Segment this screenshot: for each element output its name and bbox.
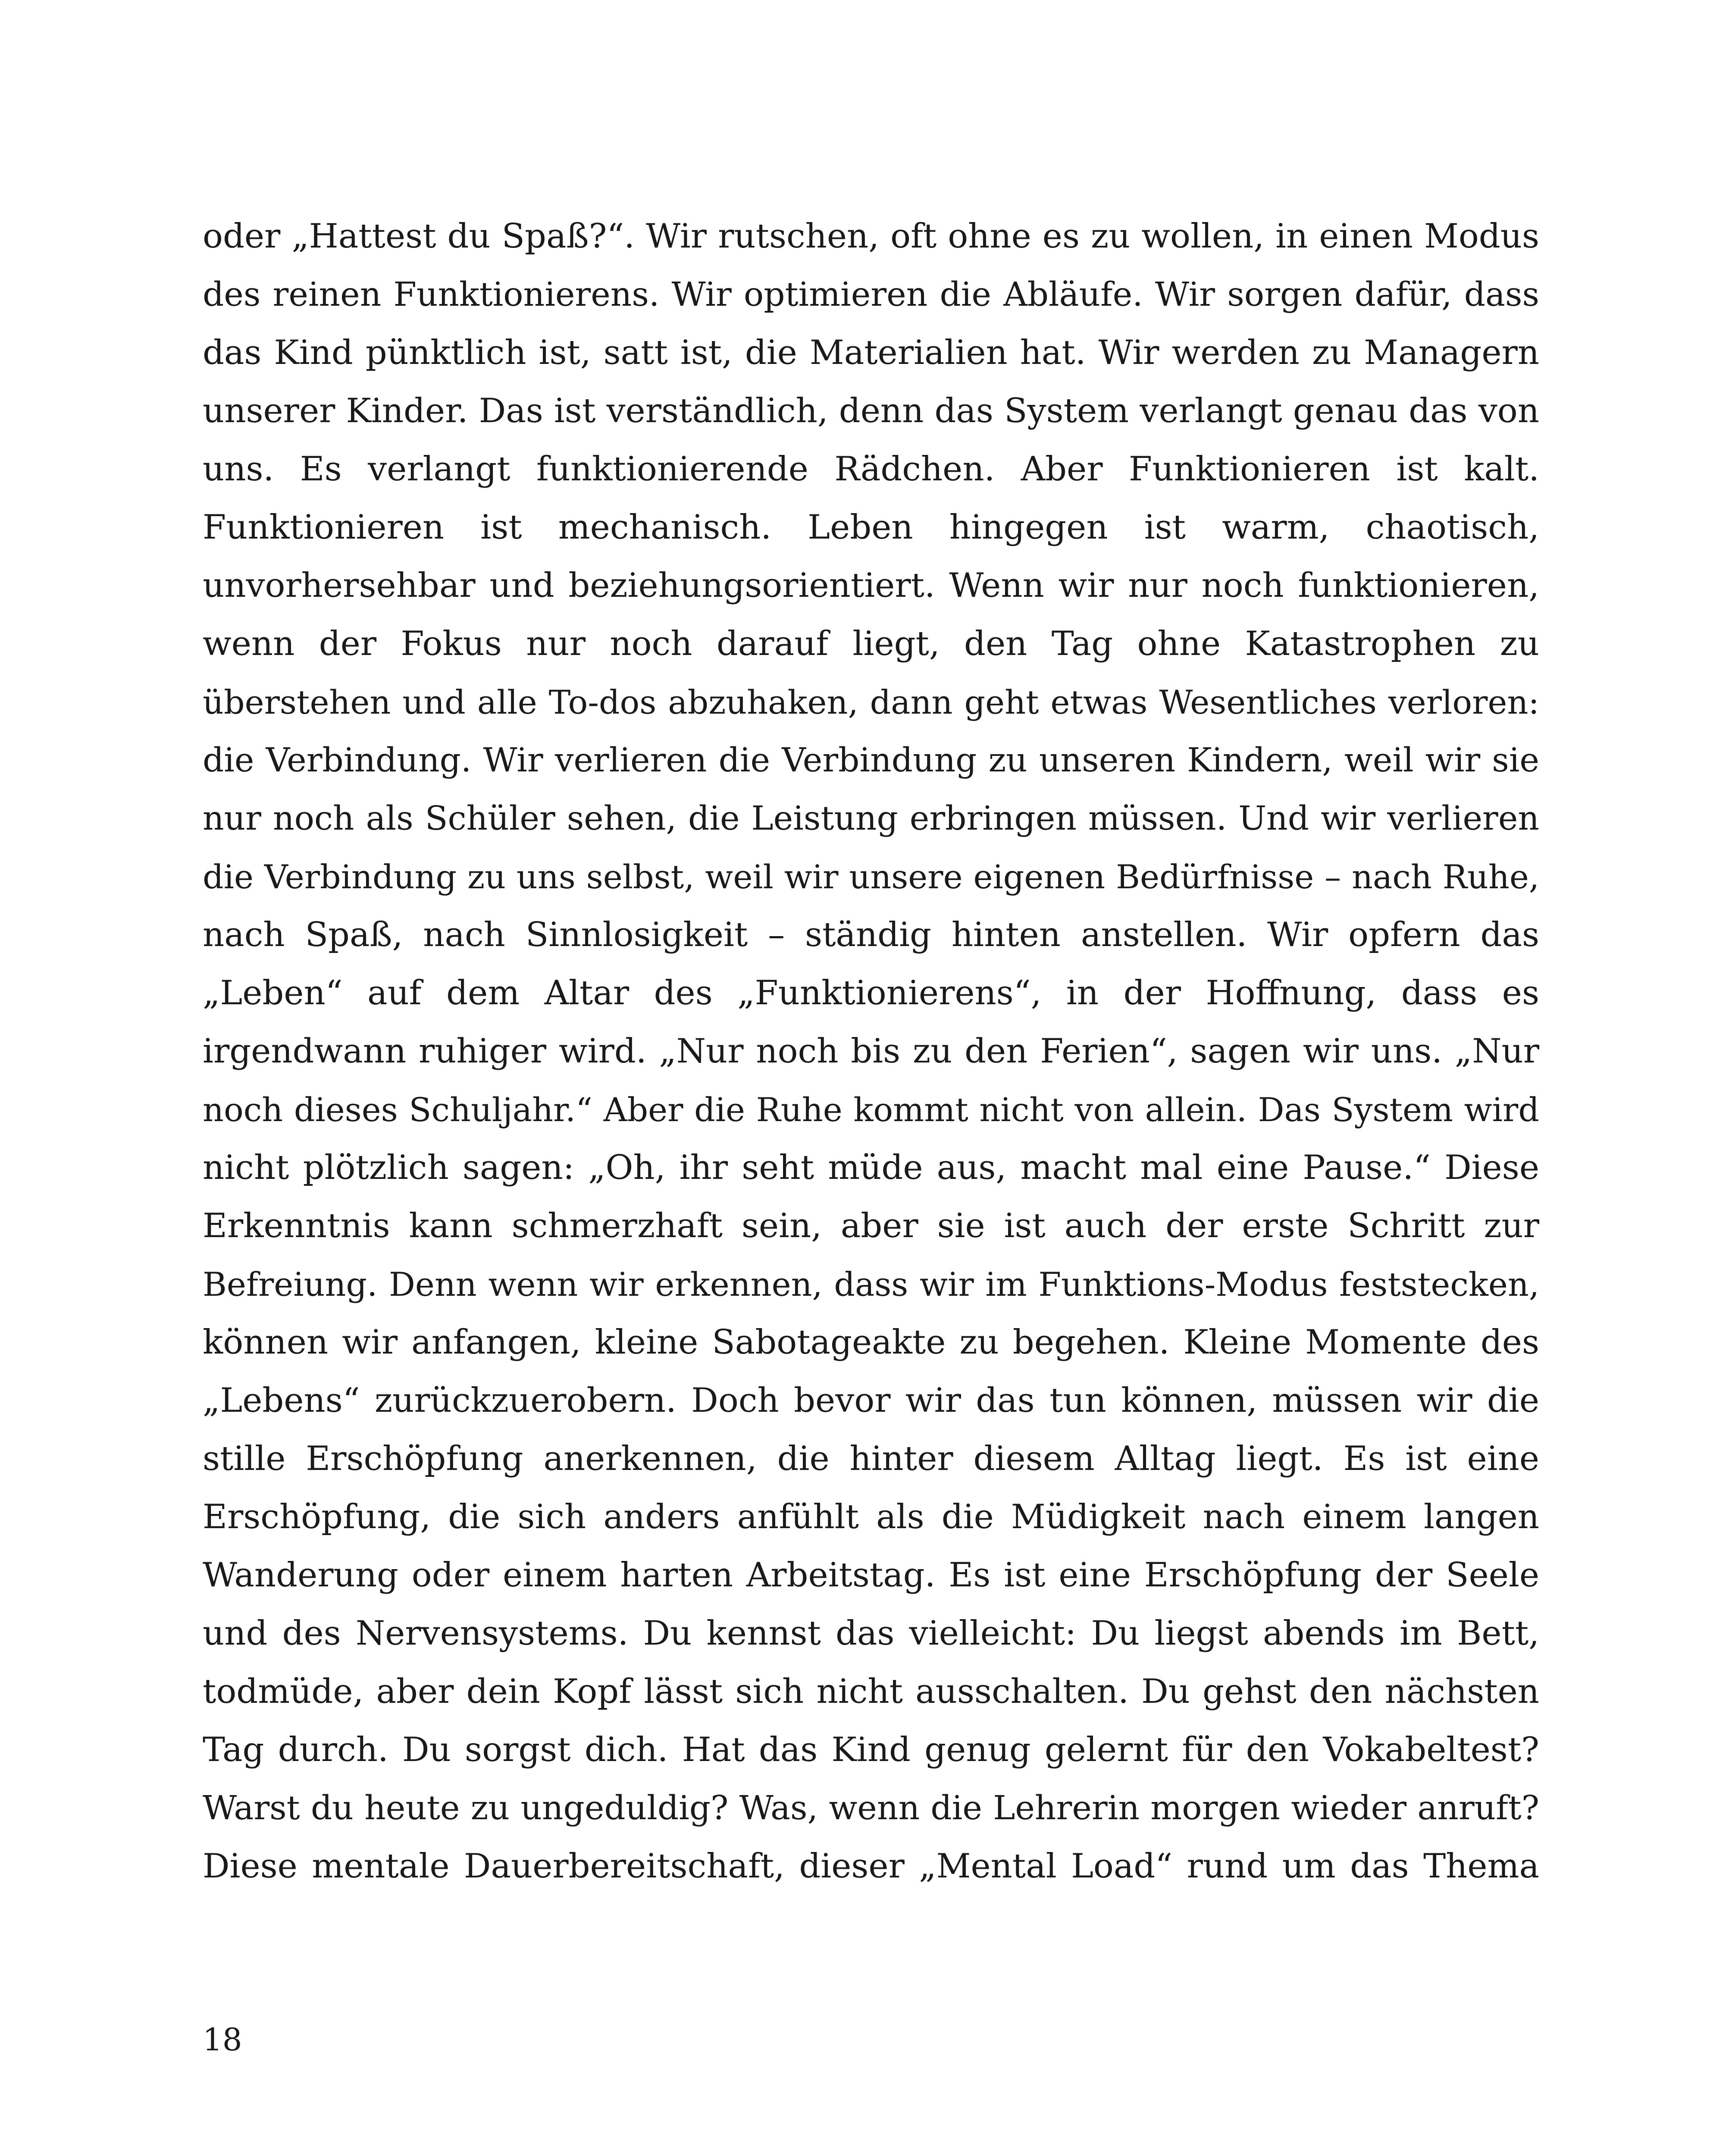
text-line: irgendwann ruhiger wird. „Nur noch bis zu den Ferien“, sagen wir uns. „Nur [203, 1032, 1539, 1071]
text-line: des reinen Funktionierens. Wir optimieren die Abläufe. Wir sorgen dafür, dass [203, 276, 1539, 314]
text-line: und des Nervensystems. Du kennst das vielleicht: Du liegst abends im Bett, [203, 1614, 1539, 1653]
text-line: das Kind pünktlich ist, satt ist, die Materialien hat. Wir werden zu Managern [203, 333, 1539, 372]
text-line: wenn der Fokus nur noch darauf liegt, den Tag ohne Katastrophen zu [203, 624, 1539, 663]
text-line: unvorhersehbar und beziehungsorientiert. Wenn wir nur noch funktionieren, [203, 566, 1539, 605]
text-line: Erschöpfung, die sich anders anfühlt als die Müdigkeit nach einem langen [203, 1498, 1539, 1536]
text-line: uns. Es verlangt funktionierende Rädchen. Aber Funktionieren ist kalt. [203, 450, 1539, 489]
text-line: die Verbindung zu uns selbst, weil wir unsere eigenen Bedürfnisse – nach Ruhe, [203, 858, 1539, 896]
text-line: überstehen und alle To-dos abzuhaken, dann geht etwas Wesentliches verloren: [203, 683, 1539, 721]
text-line: Befreiung. Denn wenn wir erkennen, dass wir im Funktions-Modus feststecken, [203, 1265, 1539, 1304]
text-line: können wir anfangen, kleine Sabotageakte zu begehen. Kleine Momente des [203, 1323, 1539, 1362]
text-line: Funktionieren ist mechanisch. Leben hingegen ist warm, chaotisch, [203, 508, 1539, 547]
body-text [203, 207, 1539, 1896]
page-number: 18 [203, 2021, 242, 2058]
text-line: Wanderung oder einem harten Arbeitstag. Es ist eine Erschöpfung der Seele [203, 1556, 1539, 1595]
text-line: unserer Kinder. Das ist verständlich, denn das System verlangt genau das von [203, 392, 1539, 430]
text-line: Tag durch. Du sorgst dich. Hat das Kind genug gelernt für den Vokabeltest? [203, 1730, 1539, 1769]
text-line: noch dieses Schuljahr.“ Aber die Ruhe kommt nicht von allein. Das System wird [203, 1091, 1539, 1129]
text-line: Diese mentale Dauerbereitschaft, dieser „Mental Load“ rund um das Thema [203, 1847, 1539, 1886]
text-line: nur noch als Schüler sehen, die Leistung erbringen müssen. Und wir verlieren [203, 799, 1539, 838]
text-line: „Leben“ auf dem Altar des „Funktionierens“, in der Hoffnung, dass es [203, 974, 1539, 1012]
text-line: „Lebens“ zurückzuerobern. Doch bevor wir das tun können, müssen wir die [203, 1381, 1539, 1420]
text-line: Erkenntnis kann schmerzhaft sein, aber sie ist auch der erste Schritt zur [203, 1206, 1539, 1245]
text-line: nicht plötzlich sagen: „Oh, ihr seht müde aus, macht mal eine Pause.“ Diese [203, 1148, 1539, 1187]
text-line: die Verbindung. Wir verlieren die Verbindung zu unseren Kindern, weil wir sie [203, 741, 1539, 780]
text-line: oder „Hattest du Spaß?“. Wir rutschen, oft ohne es zu wollen, in einen Modus [203, 217, 1539, 256]
text-line: stille Erschöpfung anerkennen, die hinter diesem Alltag liegt. Es ist eine [203, 1439, 1539, 1478]
text-line: Warst du heute zu ungeduldig? Was, wenn die Lehrerin morgen wieder anruft? [203, 1789, 1539, 1827]
text-line: nach Spaß, nach Sinnlosigkeit – ständig hinten anstellen. Wir opfern das [203, 915, 1539, 954]
text-line: todmüde, aber dein Kopf lässt sich nicht ausschalten. Du gehst den nächsten [203, 1672, 1539, 1711]
